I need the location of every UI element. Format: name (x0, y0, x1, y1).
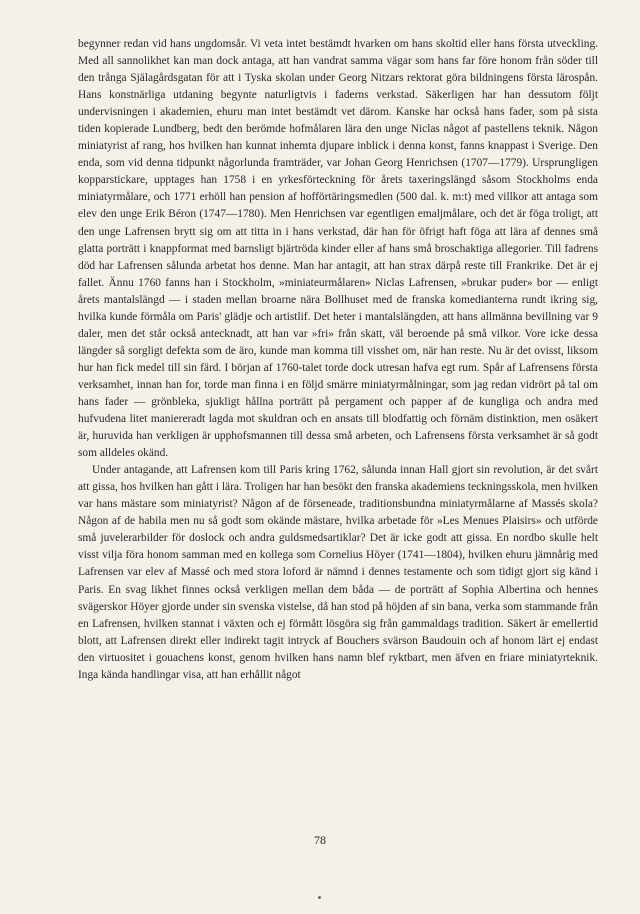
paragraph-2: Under antagande, att Lafrensen kom till Paris kring 1762, sålunda innan Hall gjort sin revolution, är det svårt att gissa, hos hvilken han gått i lära. Troligen har han besökt den franska akademiens teckningsskola, men hvilken var hans mästare som miniatyrist? Någon af de förseneade, traditionsbundna miniatyrmålarne af Massés skola? Någon af de habila men nu så godt som okände mästare, hvilka arbetade för »Les Menues Plaisirs» och utförde små juvelerarbilder för doslock och andra guldsmedsartiklar? Det är icke godt att gissa. En nordbo skulle helt visst vilja föra honom samman med en kollega som Cornelius Höyer (1741—1804), hvilken ehuru jämnårig med Lafrensen var elev af Massé och med stora loford är nämnd i dennes testamente och som tidigt gjort sig känd i Paris. En svag likhet finnes också verkligen mellan dem båda — de porträtt af Sophia Albertina och hennes svägerskor Höyer gjorde under sin svenska vistelse, då han stod på höjden af sin bana, verka som stammande från en Lafrensen, hvilken stannat i växten och ej förmått lösgöra sig från gammaldags tradition. Säkert är emellertid blott, att Lafrensen direkt eller indirekt tagit intryck af Bouchers svärson Baudouin och af honom lärt ej endast den virtuositet i gouachens konst, genom hvilken hans namn blef ryktbart, men äfven en friare miniatyrteknik. Inga kända handlingar visa, att han erhållit något (78, 464, 598, 681)
paragraph-1: begynner redan vid hans ungdomsår. Vi veta intet bestämdt hvarken om hans skoltid eller hans första utveckling. Med all sannolikhet kan man dock antaga, att han vandrat samma vägar som hans far före honom från söder till den trånga Själagårdsgatan för att i Tyska skolan under Georg Nitzars rektorat göra bildningens första lärospån. Hans konstnärliga utdaning begynte naturligtvis i faderns verkstad. Säkerligen har han dessutom följt undervisningen i akademien, ehuru man intet bestämdt vet därom. Kanske har också hans fader, som på sista tiden kopierade Lundberg, bedt den berömde hofmålaren lära den unge Niclas något af pastellens teknik. Någon miniatyrist af rang, hos hvilken han kunnat inhemta djupare inblick i denna konst, fanns knappast i Sverige. Den enda, som vid denna tidpunkt någorlunda framträder, var Johan Georg Henrichsen (1707—1779). Ursprungligen kopparstickare, upptages han 1758 i en yrkesförteckning för årets taxeringslängd såsom Stockholms enda miniatyrmålare, och 1771 erhöll han pension af hofförtäringsmedlen (500 dal. k. m:t) med villkor att antaga som elev den unge Erik Béron (1747—1780). Men Henrichsen var egentligen emaljmålare, och det är föga troligt, att den unge Lafrensen brytt sig om att titta in i hans verkstad, där han för öfrigt haft föga att lära af dennes små glatta porträtt i knappformat med barnsligt bjärtröda kinder eller af hans små broschaktiga allegorier. Till fadrens död har Lafrensen sålunda arbetat hos denne. Man har antagit, att han strax därpå reste till Frankrike. Det är ej fallet. Ännu 1760 fanns han i Stockholm, »miniateurmålaren» Niclas Lafrensen, »brukar puder» bor — enligt årets mantalslängd — i staden mellan broarne nära Bollhuset med de franska komedianterna rundt ikring sig, hvilka kunde förmåla om Paris' glädje och artistlif. Det heter i mantalslängden, att hans allmänna bevillning var 9 daler, men det står också antecknadt, att han var »fri» från skatt, väl beroende på små vilkor. Vore icke dessa längder så sorgligt defekta som de äro, kunde man komma till visshet om, när han reste. Nu är det ovisst, liksom hur han fick medel till sin färd. I början af 1760-talet torde dock utresan hafva egt rum. Spår af Lafrensens första verksamhet, innan han for, torde man finna i en följd smärre miniatyrmålningar, som jag redan vidrört på tal om hans fader — grönbleka, sjukligt hållna porträtt på pergament och papper af de kungliga och andra med hufvudena litet maniereradt lagda mot skuldran och en ansats till blodfattig och förnäm distinktion, men osäkert är, huruvida han verkligen är upphofsmannen till dessa små arbeten, och Lafrensens första verksamhet är så godt som alldeles okänd. (78, 38, 598, 460)
body-text (78, 36, 598, 684)
printed-dot-mark (318, 896, 321, 899)
page-number: 78 (314, 833, 326, 847)
